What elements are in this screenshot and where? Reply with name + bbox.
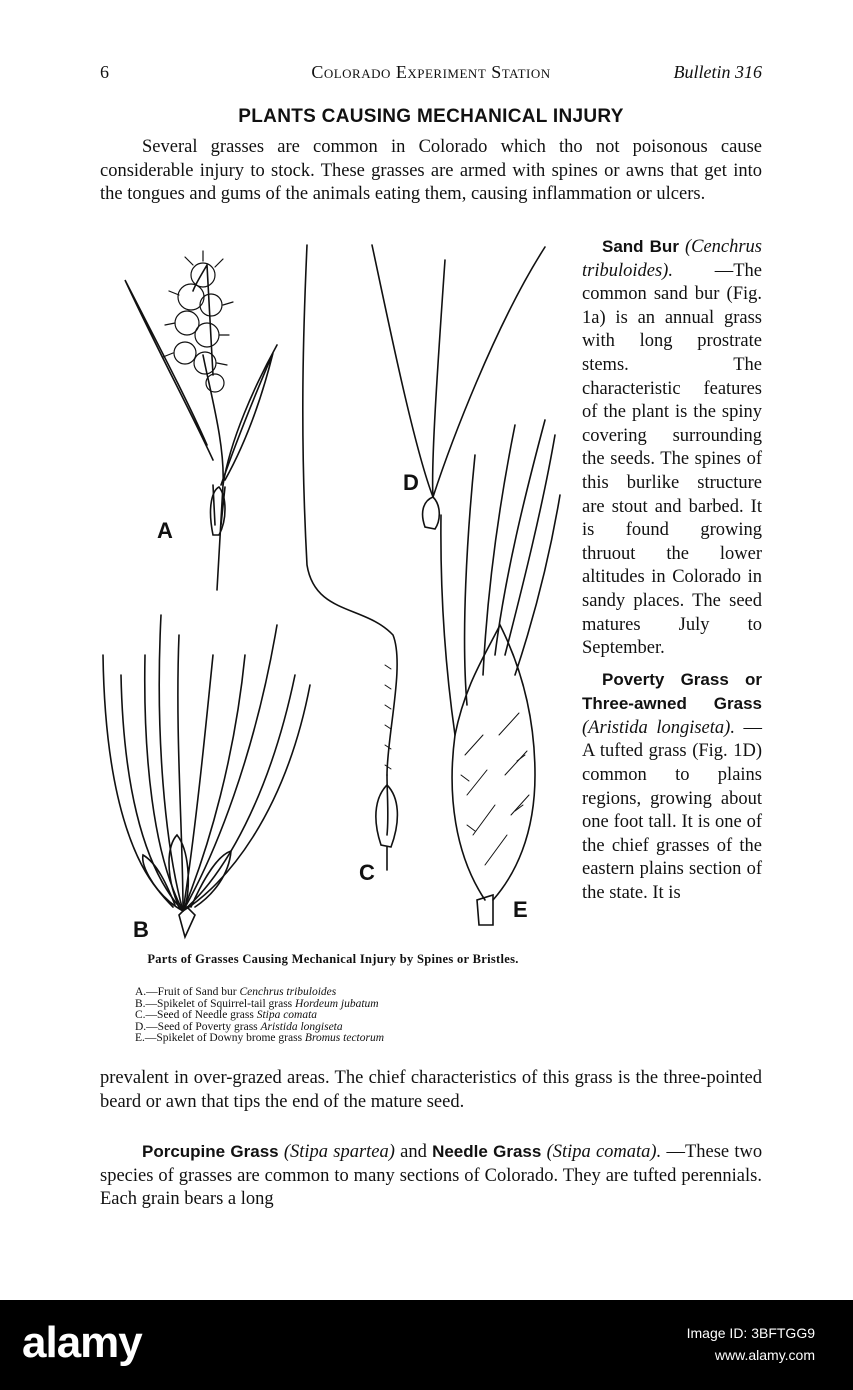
- needle-grass-heading: Needle Grass: [432, 1142, 542, 1161]
- site-url: www.alamy.com: [714, 1347, 815, 1363]
- porcupine-paragraph: [100, 1140, 762, 1212]
- caption-item-a: A.—Fruit of Sand bur Cenchrus tribuloides: [135, 986, 337, 998]
- running-head: [100, 62, 762, 90]
- alamy-logo: alamy: [22, 1318, 142, 1367]
- image-id: Image ID: 3BFTGG9: [686, 1325, 815, 1341]
- poverty-grass-continued: prevalent in over-grazed areas. The chief characteristics of this grass is the three-pointed beard or awn that tips the end of the mature seed.: [100, 1068, 762, 1112]
- figure-label-d: D: [403, 470, 419, 495]
- bulletin-number: Bulletin 316: [673, 62, 762, 82]
- figure-label-e: E: [513, 897, 528, 922]
- porcupine-heading: Porcupine Grass: [142, 1142, 279, 1161]
- figure-caption-list: [135, 987, 565, 1045]
- station-name: Colorado Experiment Station: [311, 62, 551, 82]
- section-title: PLANTS CAUSING MECHANICAL INJURY: [238, 106, 624, 127]
- sand-bur-paragraph: [582, 235, 762, 661]
- poverty-grass-drawing: [372, 245, 545, 529]
- porcupine-and: and: [400, 1142, 427, 1162]
- intro-paragraph: Several grasses are common in Colorado which tho not poisonous cause considerable injury to stock. These grasses are armed with spines or awns that get into the tongues and gums of the animals eating them, causing inflammation or ulcers.: [100, 137, 762, 205]
- caption-item-e: E.—Spikelet of Downy brome grass Bromus tectorum: [135, 1032, 385, 1044]
- poverty-grass-heading: Poverty Grass or Three-awned Grass: [582, 669, 762, 714]
- page-number: 6: [100, 62, 109, 82]
- caption-item-c: C.—Seed of Needle grass Stipa comata: [135, 1009, 318, 1021]
- needle-grass-drawing: [303, 245, 398, 870]
- right-column: [582, 235, 762, 906]
- sand-bur-heading: Sand Bur: [602, 237, 679, 256]
- poverty-grass-text: — A tufted grass (Fig. 1D) common to plains regions, growing about one foot tall. It is one of the chief grasses of the eastern plains section of the state. It is: [582, 717, 762, 904]
- caption-item-b: B.—Spikelet of Squirrel-tail grass Hordeum jubatum: [135, 997, 379, 1010]
- poverty-grass-paragraph: [582, 668, 762, 906]
- figure-label-c: C: [359, 860, 375, 885]
- downy-brome-drawing: [441, 420, 560, 925]
- needle-grass-latin: (Stipa comata).: [546, 1142, 662, 1162]
- sand-bur-text: —The common sand bur (Fig. 1a) is an annual grass with long prostrate stems. The characteristic features of the plant is the spiny covering surrounding the seeds. The spines of this burlike structure are stout and barbed. It is found growing thruout the lower altitudes in Colorado in sandy places. The seed matures July to September.: [582, 260, 762, 659]
- caption-item-d: D.—Seed of Poverty grass Aristida longiseta: [135, 1020, 343, 1033]
- squirrel-tail-drawing: [103, 615, 310, 937]
- figure-label-a: A: [157, 518, 173, 543]
- image-id-block: [687, 1322, 815, 1366]
- figure-caption: Parts of Grasses Causing Mechanical Injury by Spines or Bristles.: [147, 952, 519, 966]
- grass-illustration: [95, 235, 573, 955]
- sand-bur-drawing: [125, 251, 277, 590]
- sand-bur-latin: (Cenchrus tribuloides).: [582, 237, 763, 281]
- poverty-grass-latin: (Aristida longiseta).: [582, 717, 735, 738]
- porcupine-latin: (Stipa spartea): [283, 1142, 395, 1162]
- porcupine-text: —These two species of grasses are common to many sections of Colorado. They are tufted perennials. Each grain bears a long: [100, 1142, 763, 1210]
- watermark-banner: [0, 1300, 853, 1390]
- figure-label-b: B: [133, 917, 149, 942]
